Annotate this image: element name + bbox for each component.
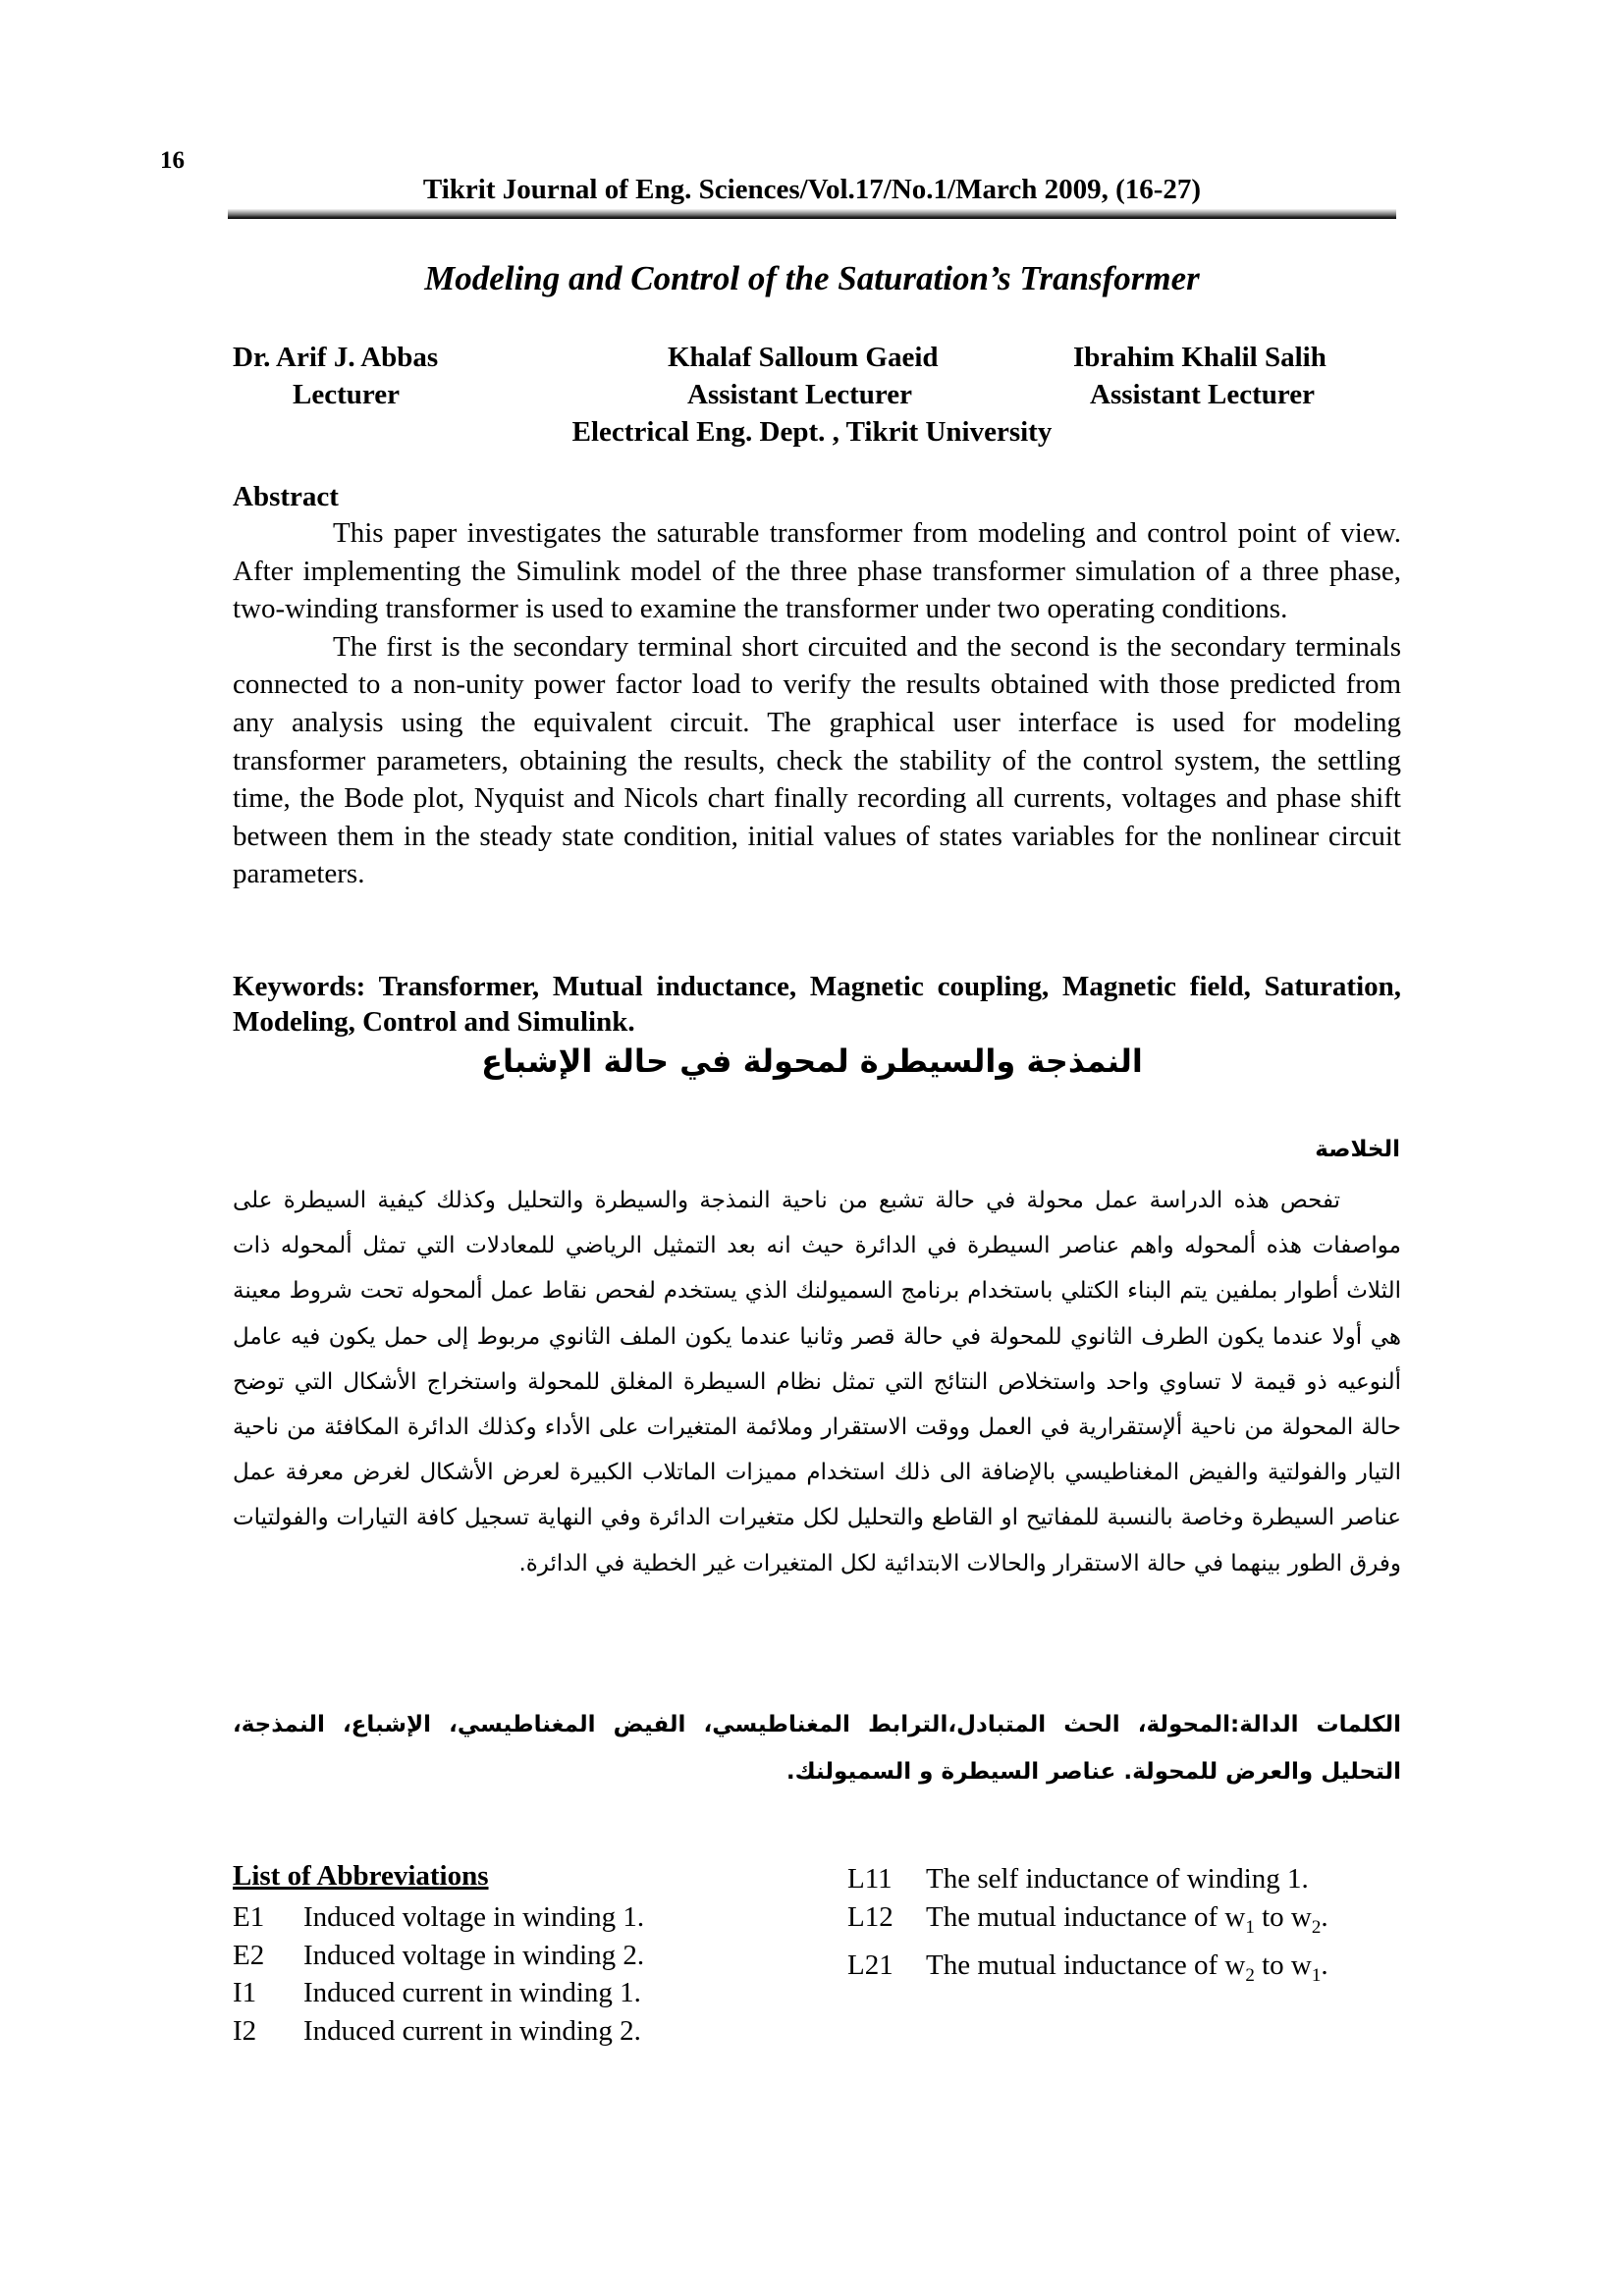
abbreviations-left-column: [233, 1898, 644, 2050]
paper-title: Modeling and Control of the Saturation’s Transformer: [424, 259, 1200, 297]
arabic-abstract-body: [233, 1178, 1401, 1586]
abbreviation-row: [847, 1898, 1397, 1947]
author-role-3: Assistant Lecturer: [1090, 379, 1316, 410]
abbreviation-code: L21: [847, 1949, 893, 1981]
author-role-1: Lecturer: [293, 379, 400, 410]
abbreviations-heading: List of Abbreviations: [233, 1860, 489, 1892]
abstract-heading: Abstract: [233, 481, 339, 512]
abbreviation-row: [233, 1898, 644, 1937]
abbreviation-desc: The mutual inductance of $w_2$ to $w_1$.: [926, 1949, 1328, 1986]
arabic-title: النمذجة والسيطرة لمحولة في حالة الإشباع: [481, 1042, 1143, 1080]
keywords: Keywords: Transformer, Mutual inductance, Magnetic coupling, Magnetic field, Saturation, Modeling, Control and Simulink.: [233, 971, 1401, 1038]
abbreviation-desc: The mutual inductance of $w_1$ to $w_2$.: [926, 1900, 1328, 1938]
abbreviation-code: L12: [847, 1900, 893, 1933]
abbreviation-code: E2: [233, 1939, 265, 1971]
author-name-1: Dr. Arif J. Abbas: [233, 342, 439, 373]
abbreviation-row: [233, 1937, 644, 1975]
abbreviation-desc: Induced voltage in winding 1.: [303, 1901, 645, 1933]
arabic-abstract-paragraph: تفحص هذه الدراسة عمل محولة في حالة تشبع من ناحية النمذجة والسيطرة والتحليل وكذلك كيفية السيطرة على مواصفات هذه ألمحوله واهم عناصر السيطرة في الدائرة حيث انه بعد التمثيل الرياضي للمعادلات التي تمثل ألمحوله ذات الثلاث أطوار بملفين يتم البناء الكتلي باستخدام برنامج السميولنك الذي يستخدم لفحص نقاط عمل ألمحوله تحت شروط معينة هي أولا عندما يكون الطرف الثانوي للمحولة في حالة قصر وثانيا عندما يكون الملف الثانوي مربوط إلى حمل يكون فيه عامل ألنوعيه ذو قيمة لا تساوي واحد واستخلاص النتائج التي تمثل نظام السيطرة المغلق للمحولة واستخراج الأشكال التي توضح حالة المحولة من ناحية ألإستقرارية في العمل ووقت الاستقرار وملائمة المتغيرات على الأداء وكذلك الدائرة المكافئة من ناحية التيار والفولتية والفيض المغناطيسي بالإضافة الى ذلك استخدام مميزات الماتلاب الكبيرة لعرض الأشكال لغرض معرفة عمل عناصر السيطرة وخاصة بالنسبة للمفاتيح او القاطع والتحليل لكل متغيرات الدائرة وفي النهاية تسجيل كافة التيارات والفولتيات وفرق الطور بينهما في حالة الاستقرار والحالات الابتدائية لكل المتغيرات غير الخطية في الدائرة.: [233, 1188, 1401, 1576]
author-name-2: Khalaf Salloum Gaeid: [668, 342, 939, 373]
abbreviation-code: I1: [233, 1977, 257, 2009]
abbreviation-row: [233, 2012, 644, 2051]
abbreviation-desc: Induced current in winding 2.: [303, 2014, 641, 2047]
abstract-body: [233, 514, 1401, 893]
abbreviation-desc: The self inductance of winding 1.: [926, 1863, 1309, 1895]
abstract-paragraph-2: The first is the secondary terminal short circuited and the second is the secondary terminals connected to a non-unity power factor load to verify the results obtained with those predicted from any analysis using the equivalent circuit. The graphical user interface is used for modeling transformer parameters, obtaining the results, check the stability of the control system, the settling time, the Bode plot, Nyquist and Nicols chart finally recording all currents, voltages and phase shift between them in the steady state condition, initial values of states variables for the nonlinear circuit parameters.: [233, 630, 1401, 890]
journal-header: Tikrit Journal of Eng. Sciences/Vol.17/No.1/March 2009, (16-27): [422, 174, 1202, 205]
abbreviation-row: [233, 1974, 644, 2012]
abbreviations-right-column: [847, 1860, 1397, 1995]
abbreviation-code: L11: [847, 1863, 893, 1895]
abbreviation-row: [847, 1947, 1397, 1995]
affiliation: Electrical Eng. Dept. , Tikrit University: [571, 416, 1053, 448]
arabic-keywords: الكلمات الدالة:المحولة، الحث المتبادل،الترابط المغناطيسي، الفيض المغناطيسي، الإشباع، النمذجة، التحليل والعرض للمحولة. عناصر السيطرة و السميولنك.: [233, 1712, 1401, 1785]
arabic-abstract-heading: الخلاصة: [1315, 1137, 1400, 1162]
abbreviation-code: I2: [233, 2014, 257, 2047]
abbreviation-code: E1: [233, 1901, 265, 1933]
header-rule: [228, 209, 1396, 219]
abbreviation-desc: Induced current in winding 1.: [303, 1977, 641, 2009]
page-number: 16: [160, 147, 185, 174]
author-role-2: Assistant Lecturer: [687, 379, 913, 410]
author-name-3: Ibrahim Khalil Salih: [1073, 342, 1326, 373]
abbreviation-desc: Induced voltage in winding 2.: [303, 1939, 645, 1971]
abbreviation-row: [847, 1860, 1397, 1898]
abstract-paragraph-1: This paper investigates the saturable transformer from modeling and control point of view. After implementing the Simulink model of the three phase transformer simulation of a three phase, two-winding transformer is used to examine the transformer under two operating conditions.: [233, 517, 1401, 625]
